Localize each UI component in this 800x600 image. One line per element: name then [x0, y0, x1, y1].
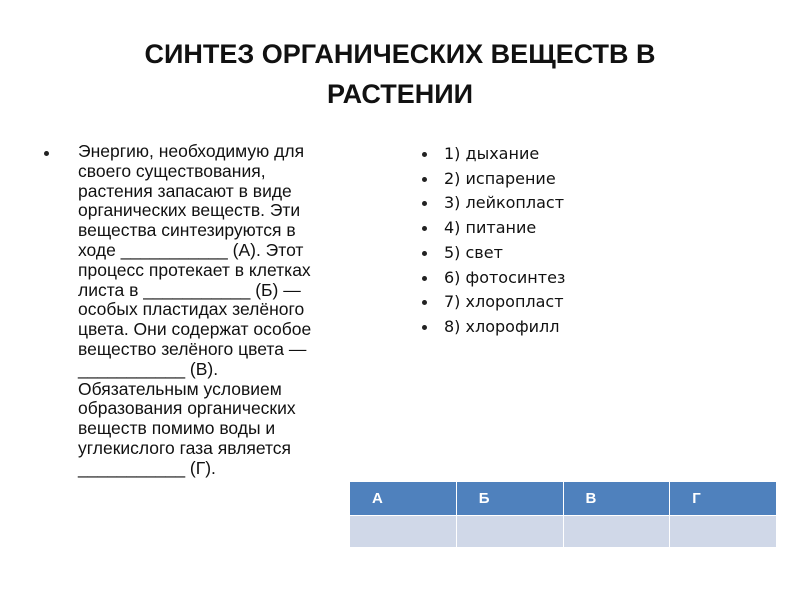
task-text-block	[44, 142, 384, 479]
answer-column-b: Б	[456, 482, 563, 516]
bullet-icon	[422, 251, 427, 256]
bullet-icon	[422, 325, 427, 330]
options-block	[418, 142, 718, 340]
option-item-5	[418, 241, 718, 266]
answer-cell-b[interactable]	[456, 516, 563, 548]
option-item-7	[418, 290, 718, 315]
option-item-3	[418, 191, 718, 216]
answer-cell-g[interactable]	[670, 516, 777, 548]
task-paragraph: Энергию, необходимую для своего существования, растения запасают в виде органических веществ. Эти вещества синтезируются в ходе ___________ (А). Этот процесс протекает в клетках листа в ___________ (Б) — особых пластидах зелёного цвета. Они содержат особое вещество зелёного цвета — ___________ (В). Обязательным условием образования органических веществ помимо воды и углекислого газа является ___________ (Г).	[78, 141, 312, 478]
option-label: 1) дыхание	[444, 144, 540, 163]
option-label: 5) свет	[444, 242, 503, 262]
answer-cell-v[interactable]	[563, 516, 670, 548]
bullet-icon	[422, 177, 427, 182]
option-item-8	[418, 315, 718, 340]
bullet-icon	[422, 152, 427, 157]
bullet-icon	[422, 201, 427, 206]
option-item-1	[418, 142, 718, 167]
option-label: 8) хлорофилл	[444, 316, 560, 336]
answer-column-v: В	[563, 482, 670, 516]
answer-table-row	[350, 516, 777, 548]
option-label: 4) питание	[444, 218, 537, 238]
bullet-icon	[422, 300, 427, 305]
option-label: 3) лейкопласт	[444, 193, 565, 213]
bullet-icon	[422, 276, 427, 281]
answer-column-a: А	[350, 482, 457, 516]
option-item-6	[418, 266, 718, 291]
bullet-icon	[44, 151, 49, 156]
options-list	[418, 142, 718, 340]
slide-title: СИНТЕЗ ОРГАНИЧЕСКИХ ВЕЩЕСТВ В РАСТЕНИИ	[144, 39, 656, 109]
option-item-2	[418, 167, 718, 192]
answer-table-header-row	[350, 482, 777, 516]
option-item-4	[418, 216, 718, 241]
option-label: 6) фотосинтез	[444, 267, 566, 287]
answer-column-g: Г	[670, 482, 777, 516]
answer-table	[349, 481, 777, 548]
bullet-icon	[422, 226, 427, 231]
option-label: 7) хлоропласт	[444, 292, 564, 312]
option-label: 2) испарение	[444, 168, 556, 188]
answer-cell-a[interactable]	[350, 516, 457, 548]
